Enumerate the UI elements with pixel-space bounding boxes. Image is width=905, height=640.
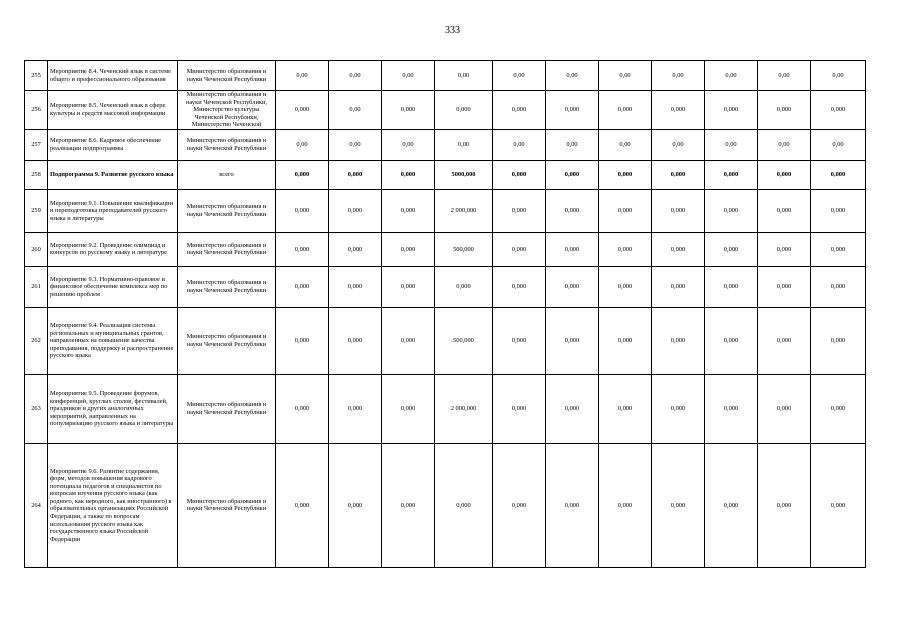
funding-value-cell: 0,000 xyxy=(652,232,705,266)
funding-value-cell: 0,000 xyxy=(493,232,546,266)
funding-value-cell: 0,00 xyxy=(382,129,435,160)
funding-value-cell: 0,000 xyxy=(758,189,811,232)
responsible-org-cell: Министерство образования и науки Чеченской Республики xyxy=(178,374,276,443)
measure-name-cell: Мероприятие 9.5. Проведение форумов, конференций, круглых столов, фестивалей, праздников и других аналогичных мероприятий, направленных на популяризацию русского языка и литературы xyxy=(48,374,178,443)
table-row xyxy=(25,189,866,232)
funding-value-cell: 0,000 xyxy=(435,443,493,567)
row-number-cell: 259 xyxy=(25,189,48,232)
row-number-cell: 263 xyxy=(25,374,48,443)
funding-value-cell: 0,000 xyxy=(758,232,811,266)
funding-value-cell: 0,000 xyxy=(493,189,546,232)
table-row xyxy=(25,307,866,374)
funding-value-cell: 0,000 xyxy=(493,160,546,189)
table-row xyxy=(25,232,866,266)
table-body xyxy=(25,61,866,568)
table-row xyxy=(25,443,866,567)
funding-value-cell: 0,000 xyxy=(811,443,866,567)
funding-value-cell: 0,000 xyxy=(546,443,599,567)
row-number-cell: 261 xyxy=(25,266,48,307)
funding-value-cell: 0,000 xyxy=(599,307,652,374)
funding-value-cell: 0,000 xyxy=(493,91,546,130)
table-row xyxy=(25,91,866,130)
funding-value-cell: 0,000 xyxy=(276,160,329,189)
funding-value-cell: 0,000 xyxy=(546,232,599,266)
funding-value-cell: 0,000 xyxy=(546,160,599,189)
funding-value-cell: 0,00 xyxy=(435,129,493,160)
funding-value-cell: 0,000 xyxy=(276,232,329,266)
funding-value-cell: 0,000 xyxy=(382,374,435,443)
measure-name-cell: Мероприятие 8.5. Чеченский язык в сфере культуры и средств массовой информации xyxy=(48,91,178,130)
funding-value-cell: 0,000 xyxy=(435,266,493,307)
funding-value-cell: 0,000 xyxy=(599,443,652,567)
funding-value-cell: 0,00 xyxy=(811,61,866,91)
funding-value-cell: 0,00 xyxy=(652,129,705,160)
responsible-org-cell: Министерство образования и науки Чеченской Республики xyxy=(178,189,276,232)
row-number-cell: 256 xyxy=(25,91,48,130)
funding-value-cell: 0,000 xyxy=(329,374,382,443)
funding-value-cell: 0,000 xyxy=(758,307,811,374)
funding-value-cell: 0,000 xyxy=(546,189,599,232)
funding-value-cell: 0,00 xyxy=(705,61,758,91)
funding-value-cell: 0,00 xyxy=(652,61,705,91)
funding-value-cell: 0,00 xyxy=(276,61,329,91)
row-number-cell: 258 xyxy=(25,160,48,189)
funding-value-cell: 0,000 xyxy=(493,374,546,443)
funding-value-cell: 0,000 xyxy=(599,266,652,307)
measure-name-cell: Мероприятие 9.6. Развитие содержания, форм, методов повышения кадрового потенциала педагогов и специалистов по вопросам изучения русского языка (как родного, как неродного, как иностранного) в образовательных организациях Российской Федерации, а также по вопросам использования русского языка как государственного языка Российской Федерации xyxy=(48,443,178,567)
funding-value-cell: 0,000 xyxy=(276,374,329,443)
funding-value-cell: 0,000 xyxy=(599,374,652,443)
table-row xyxy=(25,266,866,307)
measure-name-cell: Подпрограмма 9. Развитие русского языка xyxy=(48,160,178,189)
funding-value-cell: 0,000 xyxy=(652,307,705,374)
funding-value-cell: 2 000,000 xyxy=(435,189,493,232)
funding-value-cell: 0,000 xyxy=(705,266,758,307)
row-number-cell: 264 xyxy=(25,443,48,567)
funding-value-cell: 0,000 xyxy=(705,443,758,567)
row-number-cell: 260 xyxy=(25,232,48,266)
page-number: 333 xyxy=(445,25,460,36)
funding-value-cell: 0,00 xyxy=(599,61,652,91)
funding-value-cell: 0,000 xyxy=(705,189,758,232)
funding-value-cell: 0,000 xyxy=(276,189,329,232)
responsible-org-cell: Министерство образования и науки Чеченской Республики xyxy=(178,307,276,374)
responsible-org-cell: всего xyxy=(178,160,276,189)
funding-value-cell: 0,00 xyxy=(758,129,811,160)
funding-value-cell: 0,00 xyxy=(493,129,546,160)
funding-value-cell: 0,000 xyxy=(811,266,866,307)
funding-value-cell: 0,000 xyxy=(276,307,329,374)
funding-value-cell: 0,000 xyxy=(382,232,435,266)
responsible-org-cell: Министерство образования и науки Чеченской Республики xyxy=(178,443,276,567)
funding-value-cell: 0,000 xyxy=(652,374,705,443)
funding-value-cell: 0,00 xyxy=(382,61,435,91)
measure-name-cell: Мероприятие 8.6. Кадровое обеспечение реализации подпрограммы xyxy=(48,129,178,160)
table-row xyxy=(25,61,866,91)
measure-name-cell: Мероприятие 9.3. Нормативно-правовое и финансовое обеспечение комплекса мер по решению проблем xyxy=(48,266,178,307)
budget-table xyxy=(24,60,866,568)
funding-value-cell: 0,000 xyxy=(811,374,866,443)
funding-value-cell: 0,00 xyxy=(329,91,382,130)
responsible-org-cell: Министерство образования и науки Чеченской Республики xyxy=(178,232,276,266)
responsible-org-cell: Министерство образования и науки Чеченской Республики, Министерство культуры Чеченской Республики, Министерство Чеченской xyxy=(178,91,276,130)
measure-name-cell: Мероприятие 9.4. Реализация системы региональных и муниципальных грантов, направленных на повышение качества преподавания, поддержку и распространение русского языка xyxy=(48,307,178,374)
funding-value-cell: 500,000 xyxy=(435,307,493,374)
funding-value-cell: 0,000 xyxy=(652,91,705,130)
funding-value-cell: 0,000 xyxy=(329,307,382,374)
measure-name-cell: Мероприятие 9.2. Проведение олимпиад и конкурсов по русскому языку и литературе xyxy=(48,232,178,266)
funding-value-cell: 0,000 xyxy=(811,307,866,374)
funding-value-cell: 0,000 xyxy=(329,443,382,567)
funding-value-cell: 0,000 xyxy=(382,443,435,567)
funding-value-cell: 0,00 xyxy=(546,129,599,160)
funding-value-cell: 0,000 xyxy=(546,374,599,443)
funding-value-cell: 0,000 xyxy=(811,232,866,266)
funding-value-cell: 0,000 xyxy=(758,266,811,307)
funding-value-cell: 0,000 xyxy=(493,307,546,374)
row-number-cell: 257 xyxy=(25,129,48,160)
funding-value-cell: 0,000 xyxy=(329,189,382,232)
funding-value-cell: 0,000 xyxy=(546,307,599,374)
funding-value-cell: 0,000 xyxy=(705,307,758,374)
funding-value-cell: 0,000 xyxy=(382,91,435,130)
funding-value-cell: 0,000 xyxy=(758,443,811,567)
funding-value-cell: 0,000 xyxy=(811,160,866,189)
funding-value-cell: 0,00 xyxy=(276,129,329,160)
funding-value-cell: 0,00 xyxy=(329,129,382,160)
funding-value-cell: 0,00 xyxy=(705,129,758,160)
funding-value-cell: 2 000,000 xyxy=(435,374,493,443)
funding-value-cell: 0,000 xyxy=(811,91,866,130)
funding-value-cell: 0,000 xyxy=(758,91,811,130)
funding-value-cell: 0,00 xyxy=(493,61,546,91)
measure-name-cell: Мероприятие 8.4. Чеченский язык в системе общего и профессионального образования xyxy=(48,61,178,91)
table-row xyxy=(25,160,866,189)
table-row xyxy=(25,129,866,160)
funding-value-cell: 0,000 xyxy=(652,160,705,189)
funding-value-cell: 0,000 xyxy=(652,443,705,567)
funding-value-cell: 0,00 xyxy=(435,61,493,91)
funding-value-cell: 0,000 xyxy=(705,160,758,189)
funding-value-cell: 500,000 xyxy=(435,232,493,266)
funding-value-cell: 0,000 xyxy=(382,160,435,189)
row-number-cell: 255 xyxy=(25,61,48,91)
funding-value-cell: 0,000 xyxy=(276,266,329,307)
funding-value-cell: 0,000 xyxy=(652,266,705,307)
funding-value-cell: 0,000 xyxy=(705,91,758,130)
responsible-org-cell: Министерство образования и науки Чеченской Республики xyxy=(178,266,276,307)
measure-name-cell: Мероприятие 9.1. Повышение квалификации и переподготовка преподавателей русского языка и литературы xyxy=(48,189,178,232)
funding-value-cell: 5000,000 xyxy=(435,160,493,189)
funding-value-cell: 0,000 xyxy=(382,266,435,307)
funding-value-cell: 0,000 xyxy=(599,232,652,266)
funding-value-cell: 0,000 xyxy=(276,91,329,130)
funding-value-cell: 0,000 xyxy=(493,443,546,567)
funding-value-cell: 0,00 xyxy=(546,61,599,91)
funding-value-cell: 0,000 xyxy=(599,91,652,130)
funding-value-cell: 0,000 xyxy=(382,189,435,232)
funding-value-cell: 0,000 xyxy=(329,160,382,189)
funding-value-cell: 0,000 xyxy=(546,91,599,130)
funding-value-cell: 0,00 xyxy=(758,61,811,91)
funding-value-cell: 0,000 xyxy=(546,266,599,307)
funding-value-cell: 0,000 xyxy=(329,266,382,307)
row-number-cell: 262 xyxy=(25,307,48,374)
funding-value-cell: 0,000 xyxy=(652,189,705,232)
table-row xyxy=(25,374,866,443)
responsible-org-cell: Министерство образования и науки Чеченской Республики xyxy=(178,129,276,160)
funding-value-cell: 0,00 xyxy=(811,129,866,160)
funding-value-cell: 0,000 xyxy=(811,189,866,232)
funding-value-cell: 0,000 xyxy=(493,266,546,307)
funding-value-cell: 0,000 xyxy=(599,189,652,232)
funding-value-cell: 0,00 xyxy=(599,129,652,160)
funding-value-cell: 0,000 xyxy=(705,374,758,443)
funding-value-cell: 0,000 xyxy=(599,160,652,189)
funding-value-cell: 0,00 xyxy=(329,61,382,91)
funding-value-cell: 0,000 xyxy=(382,307,435,374)
funding-value-cell: 0,000 xyxy=(758,160,811,189)
funding-value-cell: 0,000 xyxy=(435,91,493,130)
responsible-org-cell: Министерство образования и науки Чеченской Республики xyxy=(178,61,276,91)
funding-value-cell: 0,000 xyxy=(329,232,382,266)
funding-value-cell: 0,000 xyxy=(758,374,811,443)
funding-value-cell: 0,000 xyxy=(705,232,758,266)
funding-value-cell: 0,000 xyxy=(276,443,329,567)
